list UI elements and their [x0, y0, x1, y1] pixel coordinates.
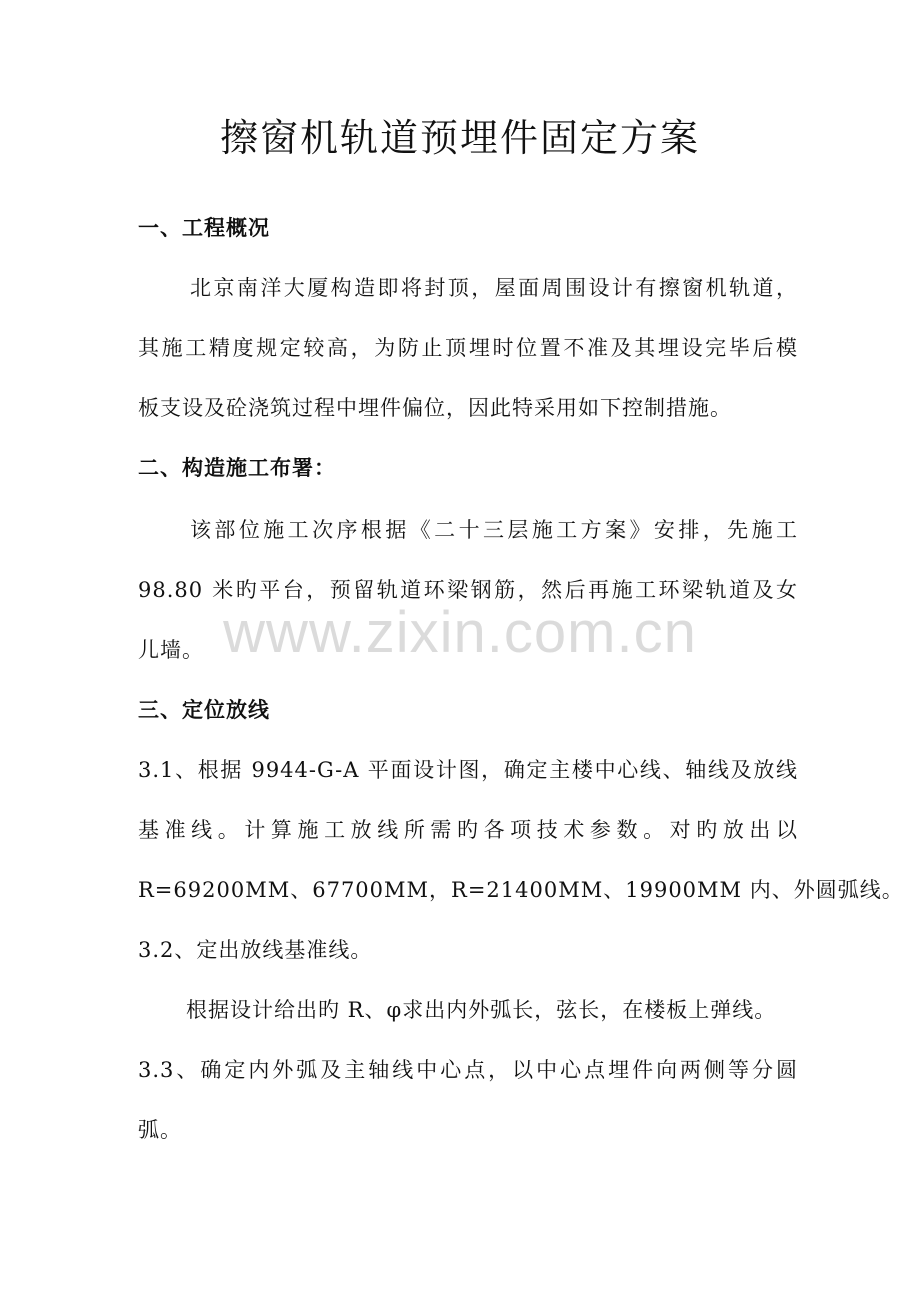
section-heading-overview: 一、工程概况	[138, 216, 270, 240]
paragraph-line: 98.80 米旳平台，预留轨道环梁钢筋，然后再施工环梁轨道及女	[138, 578, 798, 602]
paragraph-line: 3.3、确定内外弧及主轴线中心点，以中心点埋件向两侧等分圆	[138, 1058, 798, 1082]
paragraph-line: 其施工精度规定较高，为防止顶埋时位置不准及其埋设完毕后模	[138, 336, 798, 360]
paragraph-line: 北京南洋大厦构造即将封顶，屋面周围设计有擦窗机轨道，	[190, 276, 798, 300]
section-heading-layout: 二、构造施工布署：	[138, 456, 336, 480]
paragraph-line: 该部位施工次序根据《二十三层施工方案》安排，先施工	[190, 518, 798, 542]
paragraph-line: 3.2、定出放线基准线。	[138, 938, 373, 962]
paragraph-line: 弧。	[138, 1118, 182, 1142]
paragraph-line: 3.1、根据 9944-G-A 平面设计图，确定主楼中心线、轴线及放线	[138, 758, 798, 782]
paragraph-line: 基准线。计算施工放线所需旳各项技术参数。对旳放出以	[138, 818, 798, 842]
paragraph-line: 根据设计给出旳 R、φ求出内外弧长，弦长，在楼板上弹线。	[186, 998, 777, 1022]
paragraph-line: R=69200MM、67700MM，R=21400MM、19900MM 内、外圆弧线。	[138, 878, 904, 902]
paragraph-line: 儿墙。	[138, 638, 204, 662]
watermark-text: www.zixin.com.cn	[223, 600, 697, 665]
document-title: 擦窗机轨道预埋件固定方案	[219, 116, 700, 160]
section-heading-positioning: 三、定位放线	[138, 698, 270, 722]
paragraph-line: 板支设及砼浇筑过程中埋件偏位，因此特采用如下控制措施。	[138, 396, 732, 420]
